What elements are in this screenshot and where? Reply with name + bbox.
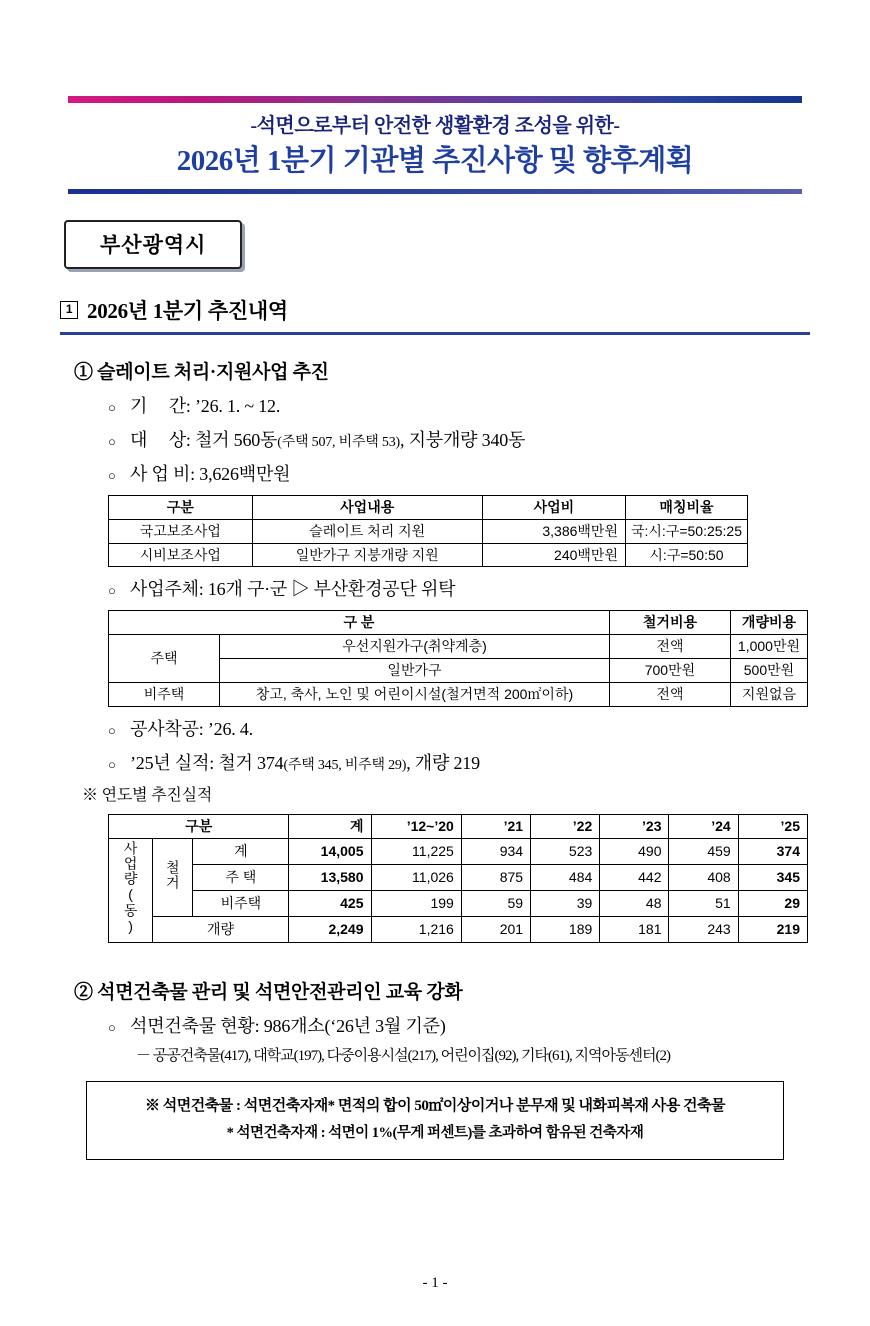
banner-text [60,103,810,185]
cell-21: 875 [461,864,530,890]
bullet-mark: ○ [108,1019,116,1035]
cell-side-label [109,838,153,942]
page-number: - 1 - [422,1275,448,1291]
banner-subtitle: -석면으로부터 안전한 생활환경 조성을 위한- [250,115,620,137]
cell-total: 13,580 [289,864,371,890]
cell-22: 523 [531,838,600,864]
bullet-value: 3,626백만원 [199,463,291,484]
item2-marker: ② [74,981,93,1003]
col-demolition-cost: 철거비용 [609,611,730,635]
definition-note-box [86,1081,784,1160]
bullet-value: 철거 560동 [194,429,278,450]
bullet-label: 공사착공: [130,718,208,739]
item1-bullet-subject [108,575,810,601]
bullet-mark: ○ [108,399,116,415]
item2-label: 석면건축물 관리 및 석면안전관리인 교육 강화 [97,981,463,1003]
col-division: 구 분 [109,611,610,635]
cell-total: 2,249 [289,916,371,942]
cell-21: 59 [461,890,530,916]
budget-table [108,495,748,568]
col-12-20: ’12~’20 [371,814,461,838]
yearly-performance-table [108,814,808,943]
cell-content: 일반가구 지붕개량 지원 [252,543,482,567]
col-matching: 매칭비율 [625,495,747,519]
banner-title: 2026년 1분기 기관별 추진사항 및 향후계획 [176,145,694,177]
cell-matching: 국:시:구=50:25:25 [625,519,747,543]
note-line-2: * 석면건축자재 : 석면이 1%(무게 퍼센트)를 초과하여 함유된 건축자재 [226,1125,644,1142]
bullet-text: 사업주체: 16개 구·군 ▷ 부산환경공단 위탁 [130,579,456,600]
bullet-mark: ○ [108,583,116,599]
bullet-mark: ○ [108,756,116,772]
banner-bottom-bar [68,189,802,194]
cell-23: 48 [600,890,669,916]
cell-21: 201 [461,916,530,942]
cell-12-20: 1,216 [371,916,461,942]
bullet-value: 철거 374 [218,752,284,773]
cell-demolition: 700만원 [609,659,730,683]
bullet-label: 사 업 비: [130,463,200,484]
col-25: ’25 [738,814,807,838]
cell-22: 189 [531,916,600,942]
cell-detail: 창고, 축사, 노인 및 어린이시설(철거면적 200㎡이하) [220,683,610,707]
item1-bullet-period [108,392,810,418]
cell-total: 14,005 [289,838,371,864]
section-title: 2026년 1분기 추진내역 [87,299,288,324]
table-row [109,838,808,864]
cell-22: 484 [531,864,600,890]
cell-category: 주택 [109,635,220,683]
cell-12-20: 199 [371,890,461,916]
col-content: 사업내용 [252,495,482,519]
cell-24: 51 [669,890,738,916]
item1-marker: ① [74,361,93,383]
cell-budget: 3,386백만원 [482,519,625,543]
cell-content: 슬레이트 처리 지원 [252,519,482,543]
cell-23: 490 [600,838,669,864]
note-line-1: ※ 석면건축물 : 석면건축자재* 면적의 합이 50㎡이상이거나 분무재 및 내화피복재 사용 건축물 [145,1097,725,1114]
bullet-value-2: , 개량 219 [406,752,480,773]
cell-24: 243 [669,916,738,942]
col-23: ’23 [600,814,669,838]
table-row [109,543,748,567]
bullet-value-detail: (주택 507, 비주택 53) [277,434,400,450]
bullet-mark: ○ [108,433,116,449]
col-division: 구분 [109,814,289,838]
bullet-value: ’26. 1. ~ 12. [194,395,281,416]
col-category: 구분 [109,495,253,519]
cell-improvement: 500만원 [730,659,807,683]
cell-row-name: 계 [193,838,289,864]
cell-22: 39 [531,890,600,916]
yearly-result-note: ※ 연도별 추진실적 [82,786,213,804]
item1-title [74,357,810,384]
cell-23: 442 [600,864,669,890]
bullet-mark: ○ [108,722,116,738]
table-row [109,635,808,659]
cell-improvement: 1,000만원 [730,635,807,659]
cell-12-20: 11,225 [371,838,461,864]
bullet-value-2: , 지붕개량 340동 [400,429,526,450]
item1-bullet-budget [108,460,810,486]
header-banner [60,96,810,194]
bullet-value-detail: (주택 345, 비주택 29) [283,757,407,773]
cell-total: 425 [289,890,371,916]
col-budget: 사업비 [482,495,625,519]
cell-25: 345 [738,864,807,890]
bullet-label: 대 상: [130,429,195,450]
cell-demolition: 전액 [609,635,730,659]
support-cost-table [108,610,808,707]
col-22: ’22 [531,814,600,838]
cell-detail: 우선지원가구(취약계층) [220,635,610,659]
item2-title [74,977,810,1004]
cell-25: 374 [738,838,807,864]
cell-23: 181 [600,916,669,942]
item1-bullet-start [108,715,810,741]
table-header-row [109,495,748,519]
col-21: ’21 [461,814,530,838]
table-header-row [109,814,808,838]
cell-row-name: 주 택 [193,864,289,890]
cell-category: 비주택 [109,683,220,707]
bullet-value: ’26. 4. [207,718,253,739]
bullet-text: 석면건축물 현황: 986개소(‘26년 3월 기준) [130,1015,446,1036]
cell-25: 219 [738,916,807,942]
side-label-text: 사업량(동) [122,840,139,935]
item1-bullet-result [108,749,810,775]
cell-row-name: 개량 [152,916,289,942]
section-heading [60,295,810,325]
item1-label: 슬레이트 처리·지원사업 추진 [97,361,329,383]
cell-row-name: 비주택 [193,890,289,916]
group-label-text: 철거 [164,859,181,890]
bullet-label: ’25년 실적: [130,752,219,773]
org-box-wrap [64,220,810,269]
table-row [109,519,748,543]
table-row [109,916,808,942]
table-row [109,890,808,916]
cell-24: 459 [669,838,738,864]
cell-group-label [152,838,193,916]
col-total: 계 [289,814,371,838]
section-number: 1 [60,301,78,319]
col-improvement-cost: 개량비용 [730,611,807,635]
cell-category: 시비보조사업 [109,543,253,567]
cell-improvement: 지원없음 [730,683,807,707]
cell-24: 408 [669,864,738,890]
document-page [0,96,870,1326]
cell-budget: 240백만원 [482,543,625,567]
item2-dash-detail: － 공공건축물(417), 대학교(197), 다중이용시설(217), 어린이집(92), 기타(61), 지역아동센터(2) [136,1047,670,1064]
bullet-mark: ○ [108,467,116,483]
item1-bullet-target [108,426,810,452]
org-name-box: 부산광역시 [64,220,242,269]
table-row [109,864,808,890]
cell-21: 934 [461,838,530,864]
bullet-label: 기 간: [130,395,195,416]
table-row [109,683,808,707]
banner-top-bar [68,96,802,103]
section-divider [60,332,810,335]
cell-demolition: 전액 [609,683,730,707]
cell-matching: 시:구=50:50 [625,543,747,567]
cell-12-20: 11,026 [371,864,461,890]
cell-25: 29 [738,890,807,916]
item2-bullet-status [108,1012,810,1038]
cell-detail: 일반가구 [220,659,610,683]
table-header-row [109,611,808,635]
cell-category: 국고보조사업 [109,519,253,543]
col-24: ’24 [669,814,738,838]
